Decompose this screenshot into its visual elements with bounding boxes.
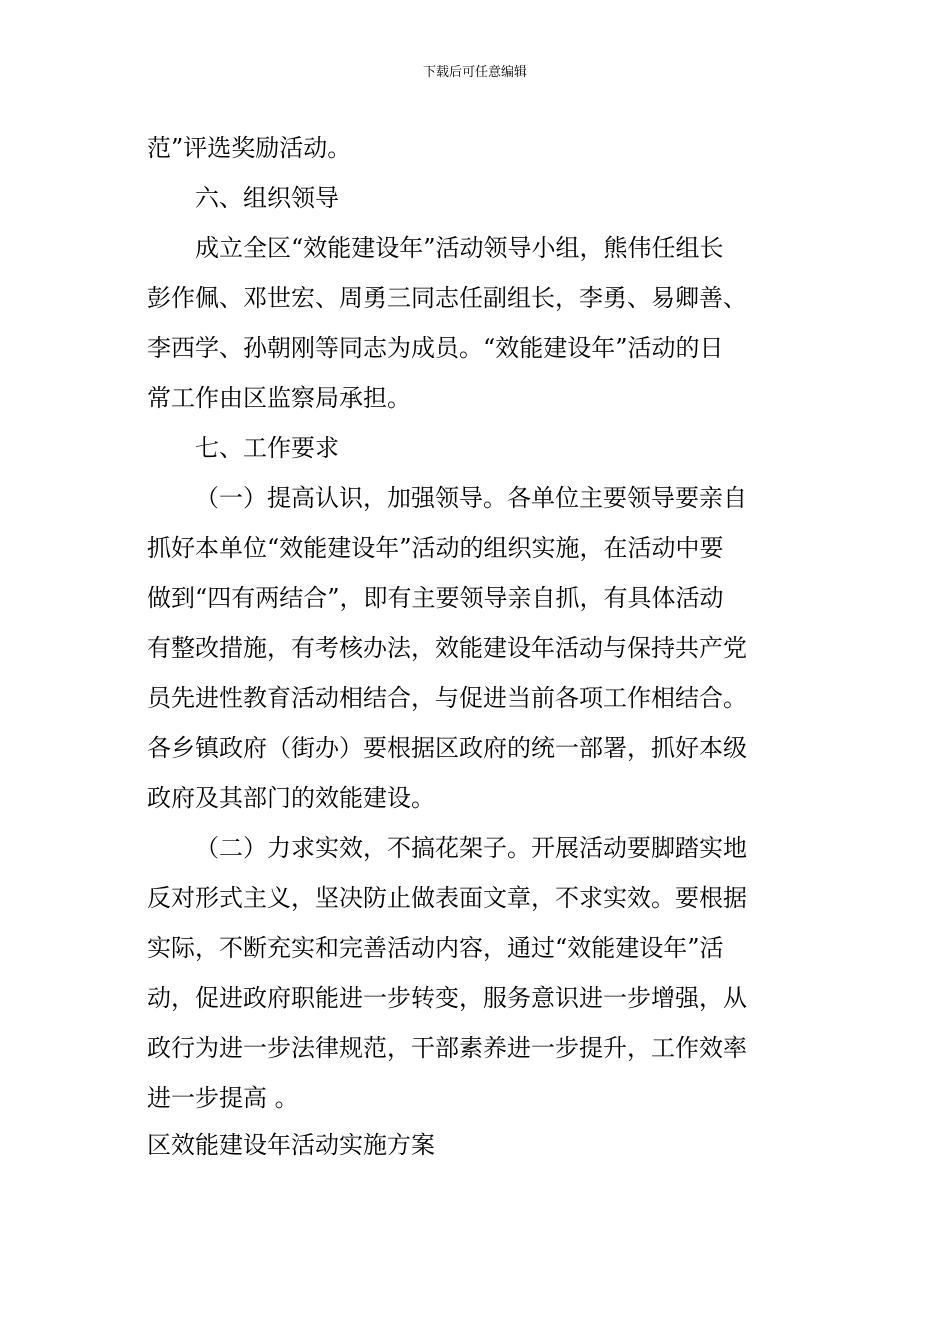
page-header: 下载后可任意编辑 xyxy=(422,65,527,80)
text-line: 常工作由区监察局承担。 xyxy=(147,384,411,412)
text-line: （一）提高认识，加强领导。各单位主要领导要亲自 xyxy=(195,484,747,512)
text-line: 李西学、孙朝刚等同志为成员。“效能建设年”活动的日 xyxy=(147,334,724,362)
document-title: 区效能建设年活动实施方案 xyxy=(147,1131,435,1159)
text-line: 有整改措施，有考核办法，效能建设年活动与保持共产党 xyxy=(147,634,747,662)
text-line: 政行为进一步法律规范，干部素养进一步提升，工作效率 xyxy=(147,1034,747,1062)
text-line: 各乡镇政府（街办）要根据区政府的统一部署，抓好本级 xyxy=(147,734,747,762)
text-line: 员先进性教育活动相结合，与促进当前各项工作相结合。 xyxy=(147,684,747,712)
text-line: 政府及其部门的效能建设。 xyxy=(147,784,435,812)
text-line: 实际，不断充实和完善活动内容，通过“效能建设年”活 xyxy=(147,934,724,962)
section-heading: 七、工作要求 xyxy=(195,434,339,462)
text-line: 抓好本单位“效能建设年”活动的组织实施，在活动中要 xyxy=(147,534,724,562)
text-line: 做到“四有两结合”，即有主要领导亲自抓，有具体活动 xyxy=(147,584,724,612)
text-line: 进一步提高 。 xyxy=(147,1084,299,1112)
section-heading: 六、组织领导 xyxy=(195,184,339,212)
text-line: 动，促进政府职能进一步转变，服务意识进一步增强，从 xyxy=(147,984,747,1012)
text-line: 反对形式主义，坚决防止做表面文章，不求实效。要根据 xyxy=(147,884,747,912)
text-line: （二）力求实效，不搞花架子。开展活动要脚踏实地 xyxy=(195,834,747,862)
text-line: 成立全区“效能建设年”活动领导小组，熊伟任组长 xyxy=(195,234,724,262)
text-line: 彭作佩、邓世宏、周勇三同志任副组长，李勇、易卿善、 xyxy=(147,284,747,312)
text-line: 范”评选奖励活动。 xyxy=(147,134,352,162)
